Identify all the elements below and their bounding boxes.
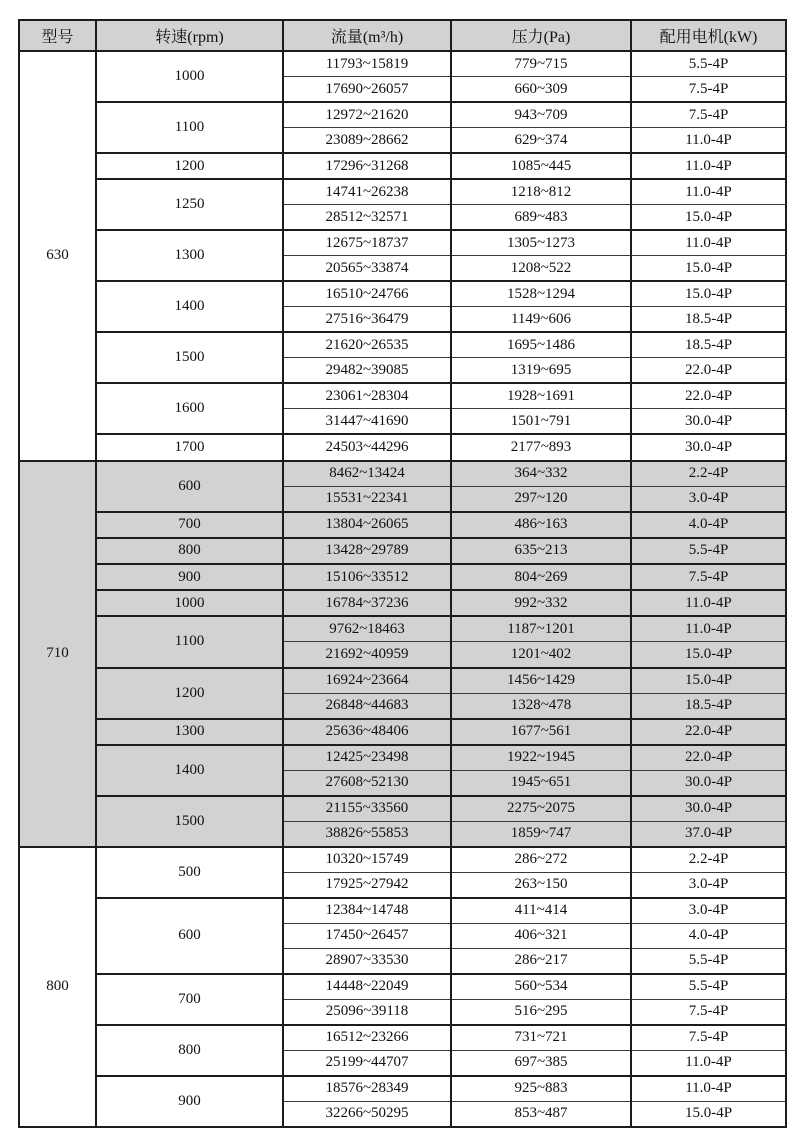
flow-cell: 28512~32571 — [283, 205, 451, 231]
flow-cell: 12675~18737 — [283, 230, 451, 256]
flow-cell: 11793~15819 — [283, 51, 451, 77]
pressure-cell: 1501~791 — [451, 409, 631, 435]
table-body — [19, 51, 786, 1127]
table-row — [19, 796, 786, 822]
rpm-cell: 800 — [96, 538, 283, 564]
pressure-cell: 943~709 — [451, 102, 631, 128]
rpm-cell: 1600 — [96, 383, 283, 434]
model-cell: 710 — [19, 461, 96, 847]
rpm-cell: 1300 — [96, 230, 283, 281]
motor-cell: 3.0-4P — [631, 872, 786, 898]
motor-cell: 7.5-4P — [631, 1025, 786, 1051]
model-cell: 630 — [19, 51, 96, 461]
motor-cell: 7.5-4P — [631, 564, 786, 590]
col-header-model: 型号 — [19, 20, 96, 51]
motor-cell: 22.0-4P — [631, 719, 786, 745]
header-row — [19, 20, 786, 51]
pressure-cell: 1149~606 — [451, 307, 631, 333]
pressure-cell: 689~483 — [451, 205, 631, 231]
flow-cell: 12972~21620 — [283, 102, 451, 128]
pressure-cell: 1319~695 — [451, 358, 631, 384]
pressure-cell: 297~120 — [451, 486, 631, 512]
pressure-cell: 1187~1201 — [451, 616, 631, 642]
rpm-cell: 700 — [96, 512, 283, 538]
motor-cell: 4.0-4P — [631, 512, 786, 538]
motor-cell: 7.5-4P — [631, 77, 786, 103]
pressure-cell: 560~534 — [451, 974, 631, 1000]
motor-cell: 5.5-4P — [631, 974, 786, 1000]
flow-cell: 12384~14748 — [283, 898, 451, 924]
flow-cell: 15106~33512 — [283, 564, 451, 590]
table-row — [19, 719, 786, 745]
pressure-cell: 263~150 — [451, 872, 631, 898]
table-row — [19, 281, 786, 307]
pressure-cell: 1928~1691 — [451, 383, 631, 409]
flow-cell: 26848~44683 — [283, 693, 451, 719]
motor-cell: 7.5-4P — [631, 102, 786, 128]
motor-cell: 15.0-4P — [631, 281, 786, 307]
motor-cell: 22.0-4P — [631, 745, 786, 771]
flow-cell: 29482~39085 — [283, 358, 451, 384]
pressure-cell: 2177~893 — [451, 434, 631, 460]
pressure-cell: 853~487 — [451, 1101, 631, 1127]
rpm-cell: 1250 — [96, 179, 283, 230]
flow-cell: 38826~55853 — [283, 821, 451, 847]
flow-cell: 31447~41690 — [283, 409, 451, 435]
pressure-cell: 486~163 — [451, 512, 631, 538]
motor-cell: 11.0-4P — [631, 230, 786, 256]
motor-cell: 11.0-4P — [631, 1050, 786, 1076]
motor-cell: 3.0-4P — [631, 898, 786, 924]
motor-cell: 15.0-4P — [631, 668, 786, 694]
flow-cell: 16784~37236 — [283, 590, 451, 616]
col-header-rpm: 转速(rpm) — [96, 20, 283, 51]
motor-cell: 18.5-4P — [631, 693, 786, 719]
col-header-pressure: 压力(Pa) — [451, 20, 631, 51]
motor-cell: 15.0-4P — [631, 205, 786, 231]
flow-cell: 15531~22341 — [283, 486, 451, 512]
pressure-cell: 1305~1273 — [451, 230, 631, 256]
flow-cell: 20565~33874 — [283, 256, 451, 282]
table-row — [19, 383, 786, 409]
pressure-cell: 779~715 — [451, 51, 631, 77]
table-row — [19, 745, 786, 771]
table-row — [19, 590, 786, 616]
flow-cell: 8462~13424 — [283, 461, 451, 487]
model-cell: 800 — [19, 847, 96, 1127]
rpm-cell: 1400 — [96, 745, 283, 796]
flow-cell: 16512~23266 — [283, 1025, 451, 1051]
flow-cell: 16924~23664 — [283, 668, 451, 694]
rpm-cell: 700 — [96, 974, 283, 1025]
flow-cell: 10320~15749 — [283, 847, 451, 873]
flow-cell: 9762~18463 — [283, 616, 451, 642]
rpm-cell: 600 — [96, 898, 283, 974]
motor-cell: 30.0-4P — [631, 770, 786, 796]
motor-cell: 11.0-4P — [631, 1076, 786, 1102]
motor-cell: 11.0-4P — [631, 179, 786, 205]
flow-cell: 27608~52130 — [283, 770, 451, 796]
table-row — [19, 1076, 786, 1102]
rpm-cell: 1200 — [96, 668, 283, 719]
motor-cell: 7.5-4P — [631, 999, 786, 1025]
motor-cell: 30.0-4P — [631, 434, 786, 460]
pressure-cell: 1456~1429 — [451, 668, 631, 694]
flow-cell: 17925~27942 — [283, 872, 451, 898]
flow-cell: 23089~28662 — [283, 128, 451, 154]
pressure-cell: 364~332 — [451, 461, 631, 487]
pressure-cell: 1328~478 — [451, 693, 631, 719]
flow-cell: 17690~26057 — [283, 77, 451, 103]
motor-cell: 3.0-4P — [631, 486, 786, 512]
rpm-cell: 1100 — [96, 616, 283, 667]
pressure-cell: 1085~445 — [451, 153, 631, 179]
motor-cell: 15.0-4P — [631, 1101, 786, 1127]
pressure-cell: 406~321 — [451, 923, 631, 948]
flow-cell: 13428~29789 — [283, 538, 451, 564]
flow-cell: 25096~39118 — [283, 999, 451, 1025]
table-row — [19, 461, 786, 487]
pressure-cell: 1922~1945 — [451, 745, 631, 771]
pressure-cell: 411~414 — [451, 898, 631, 924]
flow-cell: 21692~40959 — [283, 642, 451, 668]
motor-cell: 5.5-4P — [631, 51, 786, 77]
motor-cell: 5.5-4P — [631, 948, 786, 974]
motor-cell: 15.0-4P — [631, 256, 786, 282]
rpm-cell: 900 — [96, 1076, 283, 1127]
motor-cell: 2.2-4P — [631, 461, 786, 487]
motor-cell: 30.0-4P — [631, 796, 786, 822]
flow-cell: 14448~22049 — [283, 974, 451, 1000]
col-header-motor: 配用电机(kW) — [631, 20, 786, 51]
fan-spec-table — [18, 19, 787, 1128]
pressure-cell: 1677~561 — [451, 719, 631, 745]
pressure-cell: 804~269 — [451, 564, 631, 590]
table-row — [19, 153, 786, 179]
pressure-cell: 1945~651 — [451, 770, 631, 796]
table-row — [19, 51, 786, 77]
motor-cell: 15.0-4P — [631, 642, 786, 668]
motor-cell: 11.0-4P — [631, 128, 786, 154]
flow-cell: 17296~31268 — [283, 153, 451, 179]
rpm-cell: 1700 — [96, 434, 283, 460]
motor-cell: 11.0-4P — [631, 590, 786, 616]
table-row — [19, 102, 786, 128]
table-row — [19, 230, 786, 256]
motor-cell: 11.0-4P — [631, 153, 786, 179]
rpm-cell: 1500 — [96, 332, 283, 383]
pressure-cell: 635~213 — [451, 538, 631, 564]
pressure-cell: 731~721 — [451, 1025, 631, 1051]
pressure-cell: 660~309 — [451, 77, 631, 103]
motor-cell: 18.5-4P — [631, 332, 786, 358]
flow-cell: 17450~26457 — [283, 923, 451, 948]
flow-cell: 13804~26065 — [283, 512, 451, 538]
pressure-cell: 286~217 — [451, 948, 631, 974]
flow-cell: 12425~23498 — [283, 745, 451, 771]
flow-cell: 14741~26238 — [283, 179, 451, 205]
pressure-cell: 1201~402 — [451, 642, 631, 668]
table-row — [19, 616, 786, 642]
pressure-cell: 1208~522 — [451, 256, 631, 282]
pressure-cell: 516~295 — [451, 999, 631, 1025]
flow-cell: 25636~48406 — [283, 719, 451, 745]
pressure-cell: 1528~1294 — [451, 281, 631, 307]
motor-cell: 2.2-4P — [631, 847, 786, 873]
rpm-cell: 1100 — [96, 102, 283, 153]
pressure-cell: 286~272 — [451, 847, 631, 873]
pressure-cell: 1695~1486 — [451, 332, 631, 358]
motor-cell: 4.0-4P — [631, 923, 786, 948]
pressure-cell: 1859~747 — [451, 821, 631, 847]
flow-cell: 23061~28304 — [283, 383, 451, 409]
table-row — [19, 564, 786, 590]
pressure-cell: 697~385 — [451, 1050, 631, 1076]
flow-cell: 32266~50295 — [283, 1101, 451, 1127]
table-row — [19, 434, 786, 460]
flow-cell: 18576~28349 — [283, 1076, 451, 1102]
flow-cell: 27516~36479 — [283, 307, 451, 333]
rpm-cell: 600 — [96, 461, 283, 512]
table-row — [19, 898, 786, 924]
rpm-cell: 900 — [96, 564, 283, 590]
rpm-cell: 1000 — [96, 51, 283, 102]
rpm-cell: 800 — [96, 1025, 283, 1076]
table-row — [19, 538, 786, 564]
rpm-cell: 1500 — [96, 796, 283, 847]
table-row — [19, 668, 786, 694]
pressure-cell: 992~332 — [451, 590, 631, 616]
flow-cell: 21155~33560 — [283, 796, 451, 822]
motor-cell: 30.0-4P — [631, 409, 786, 435]
motor-cell: 22.0-4P — [631, 383, 786, 409]
flow-cell: 21620~26535 — [283, 332, 451, 358]
flow-cell: 16510~24766 — [283, 281, 451, 307]
rpm-cell: 1400 — [96, 281, 283, 332]
motor-cell: 11.0-4P — [631, 616, 786, 642]
rpm-cell: 1000 — [96, 590, 283, 616]
table-row — [19, 847, 786, 873]
table-row — [19, 974, 786, 1000]
pressure-cell: 925~883 — [451, 1076, 631, 1102]
pressure-cell: 1218~812 — [451, 179, 631, 205]
motor-cell: 37.0-4P — [631, 821, 786, 847]
motor-cell: 22.0-4P — [631, 358, 786, 384]
rpm-cell: 500 — [96, 847, 283, 898]
table-row — [19, 512, 786, 538]
motor-cell: 18.5-4P — [631, 307, 786, 333]
col-header-flow: 流量(m³/h) — [283, 20, 451, 51]
table-row — [19, 332, 786, 358]
rpm-cell: 1200 — [96, 153, 283, 179]
flow-cell: 24503~44296 — [283, 434, 451, 460]
flow-cell: 25199~44707 — [283, 1050, 451, 1076]
table-row — [19, 179, 786, 205]
pressure-cell: 629~374 — [451, 128, 631, 154]
motor-cell: 5.5-4P — [631, 538, 786, 564]
table-row — [19, 1025, 786, 1051]
rpm-cell: 1300 — [96, 719, 283, 745]
flow-cell: 28907~33530 — [283, 948, 451, 974]
pressure-cell: 2275~2075 — [451, 796, 631, 822]
